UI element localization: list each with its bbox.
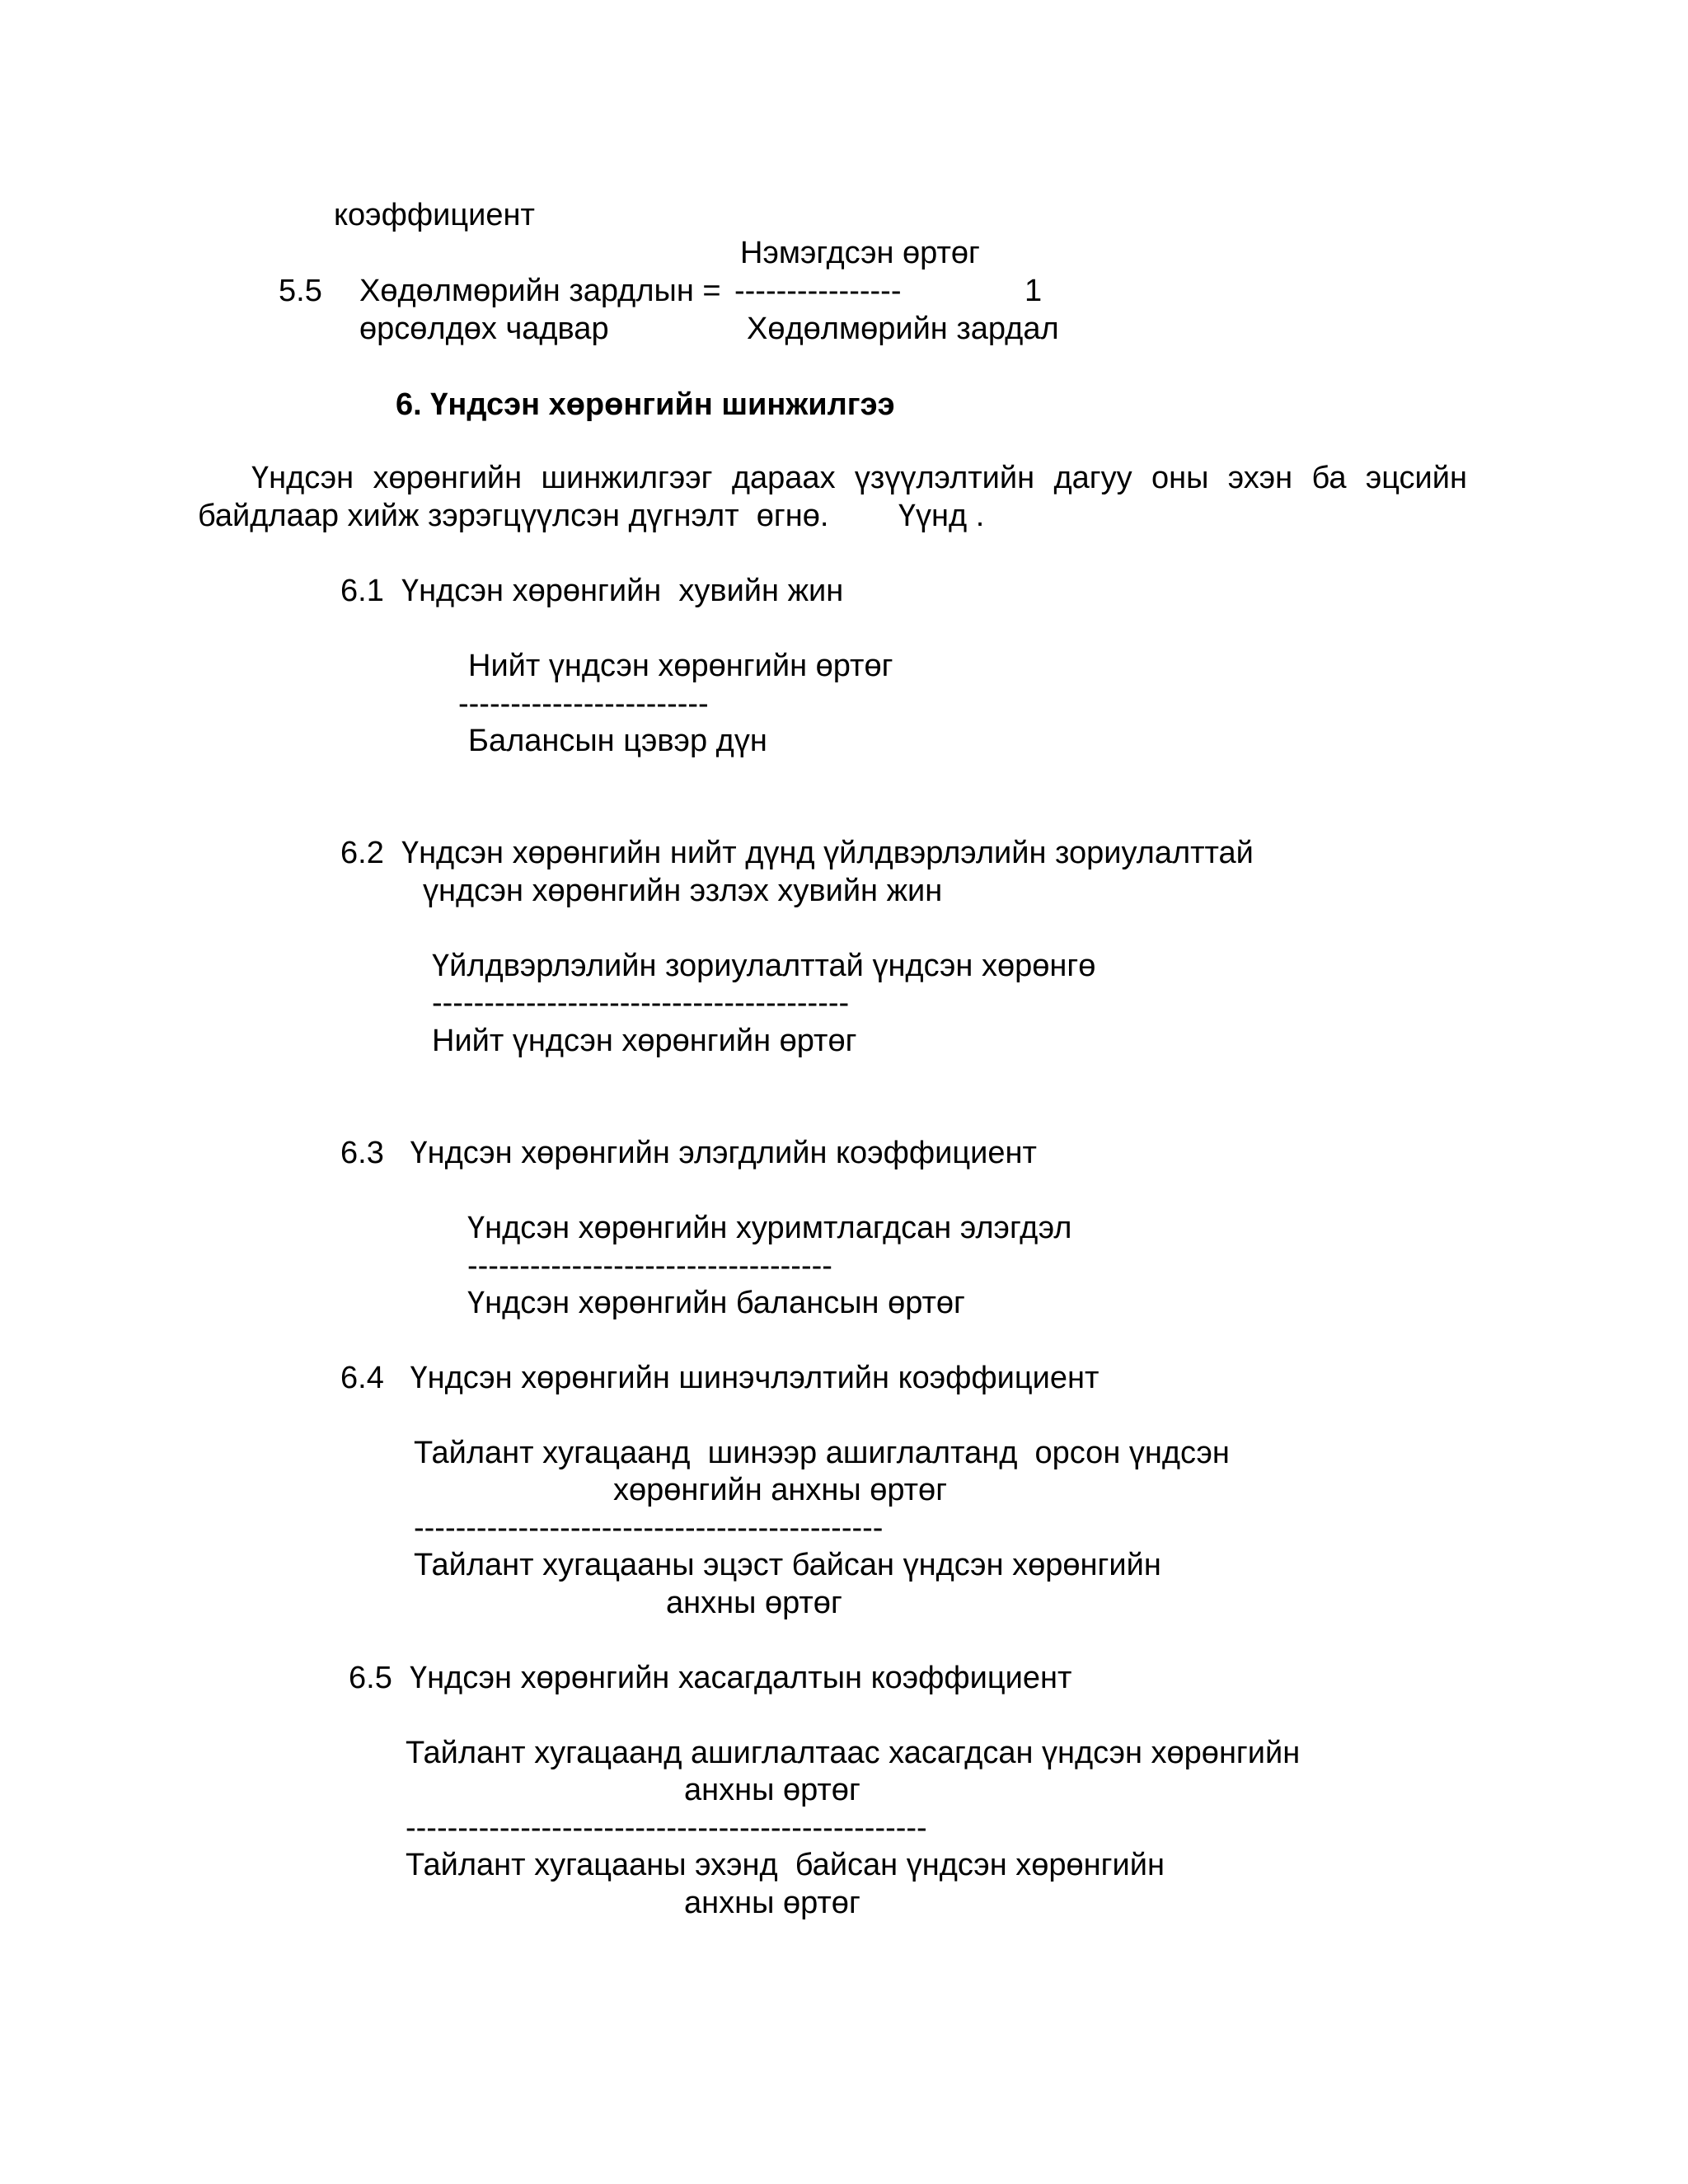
formula-6-3-denominator: Үндсэн хөрөнгийн балансын өртөг — [467, 1286, 965, 1320]
section-6-heading: 6. Үндсэн хөрөнгийн шинжилгээ — [396, 387, 895, 422]
formula-5-5-numerator: Нэмэгдсэн өртөг — [740, 236, 980, 270]
formula-6-2-title-line1: 6.2 Үндсэн хөрөнгийн нийт дүнд үйлдвэрлэлийн зориулалттай — [340, 836, 1254, 870]
formula-5-5-number: 5.5 — [279, 274, 322, 308]
formula-6-1-denominator: Балансын цэвэр дүн — [468, 724, 767, 758]
formula-6-5-numerator-line2: анхны өртөг — [684, 1773, 860, 1807]
formula-6-5-numerator-line1: Тайлант хугацаанд ашиглалтаас хасагдсан үндсэн хөрөнгийн — [406, 1736, 1301, 1770]
intro-paragraph-line1: Үндсэн хөрөнгийн шинжилгээг дараах үзүүлэлтийн дагуу оны эхэн ба эцсийн — [251, 461, 1467, 495]
formula-5-5-divider: ---------------- — [734, 274, 902, 308]
formula-6-2-title-line2: үндсэн хөрөнгийн эзлэх хувийн жин — [423, 874, 943, 908]
formula-5-5-factor: 1 — [1025, 274, 1043, 308]
formula-6-4-denominator-line2: анхны өртөг — [666, 1586, 842, 1620]
formula-5-5-title-line2: өрсөлдөх чадвар — [359, 312, 609, 346]
formula-6-4-divider: --------------------------------------------- — [414, 1511, 884, 1545]
formula-5-5-denominator: Хөдөлмөрийн зардал — [747, 312, 1059, 346]
formula-6-4-denominator-line1: Тайлант хугацааны эцэст байсан үндсэн хөрөнгийн — [414, 1548, 1161, 1582]
formula-6-1-divider: ------------------------ — [458, 687, 709, 721]
formula-6-4-title: 6.4 Үндсэн хөрөнгийн шинэчлэлтийн коэффициент — [340, 1361, 1100, 1395]
formula-6-3-numerator: Үндсэн хөрөнгийн хуримтлагдсан элэгдэл — [467, 1211, 1072, 1245]
formula-6-2-divider: ---------------------------------------- — [432, 986, 850, 1020]
formula-6-1-title: 6.1 Үндсэн хөрөнгийн хувийн жин — [340, 574, 844, 608]
formula-6-5-title: 6.5 Үндсэн хөрөнгийн хасагдалтын коэффициент — [349, 1661, 1072, 1695]
formula-5-5-title-line1: Хөдөлмөрийн зардлын = — [359, 274, 721, 308]
previous-line-fragment: коэффициент — [334, 198, 535, 232]
formula-6-5-denominator-line2: анхны өртөг — [684, 1886, 860, 1920]
formula-6-1-numerator: Нийт үндсэн хөрөнгийн өртөг — [468, 649, 893, 683]
formula-6-2-denominator: Нийт үндсэн хөрөнгийн өртөг — [432, 1024, 857, 1058]
formula-6-4-numerator-line1: Тайлант хугацаанд шинээр ашиглалтанд орсон үндсэн — [414, 1436, 1230, 1470]
formula-6-2-numerator: Үйлдвэрлэлийн зориулалттай үндсэн хөрөнгө — [432, 949, 1096, 983]
formula-6-3-title: 6.3 Үндсэн хөрөнгийн элэгдлийн коэффициент — [340, 1136, 1037, 1170]
intro-paragraph-line2: байдлаар хийж зэрэгцүүлсэн дүгнэлт өгнө. Үүнд . — [198, 499, 985, 533]
formula-6-5-divider: -------------------------------------------------- — [406, 1811, 927, 1845]
formula-6-4-numerator-line2: хөрөнгийн анхны өртөг — [613, 1473, 948, 1507]
formula-6-5-denominator-line1: Тайлант хугацааны эхэнд байсан үндсэн хөрөнгийн — [406, 1848, 1165, 1882]
formula-6-3-divider: ----------------------------------- — [467, 1249, 832, 1283]
